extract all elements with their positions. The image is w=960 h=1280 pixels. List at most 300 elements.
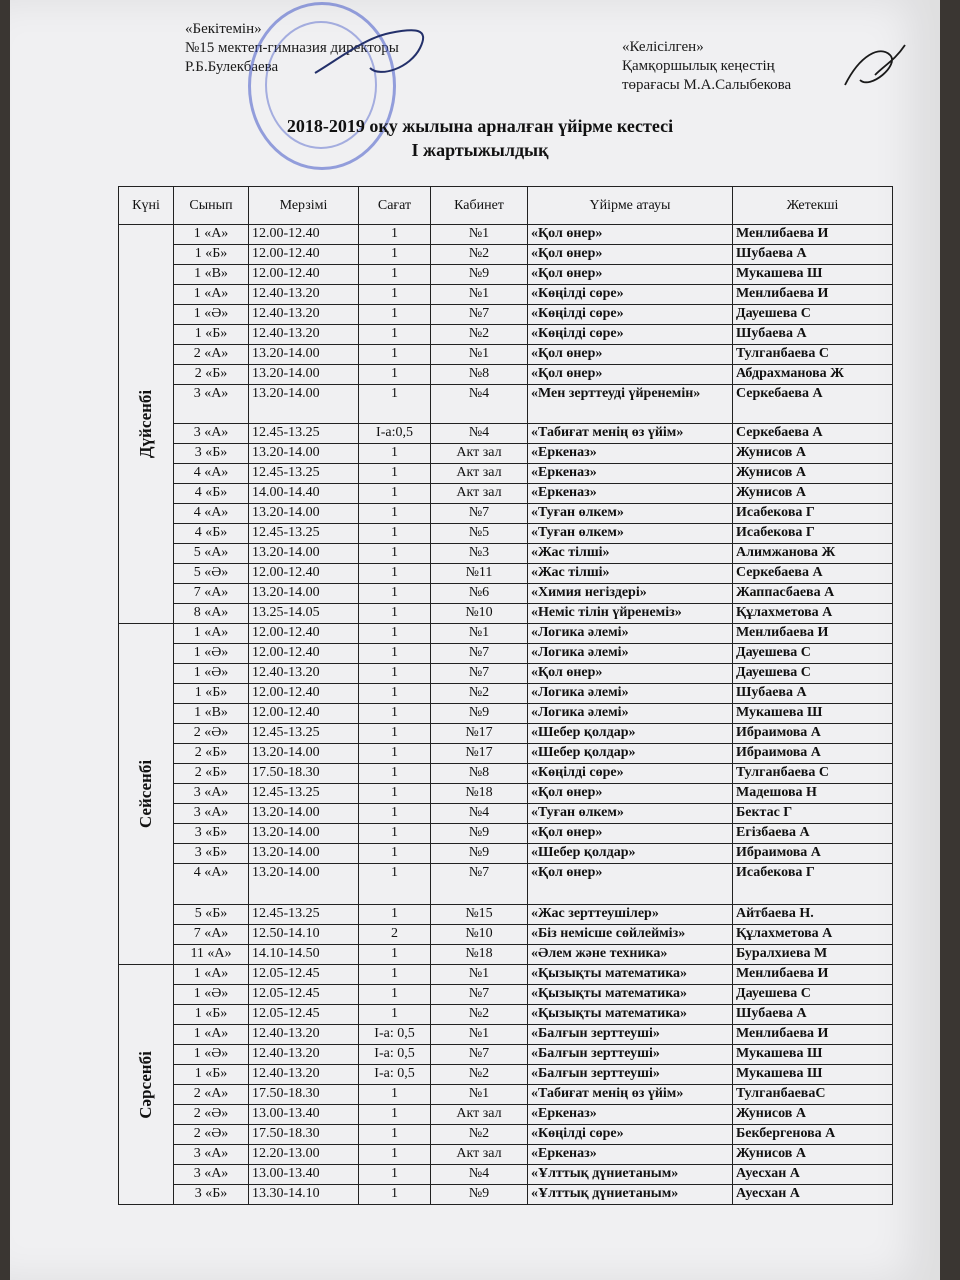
leader-cell: Ауесхан А	[733, 1165, 893, 1185]
table-row	[119, 864, 893, 905]
room-cell: №1	[431, 285, 528, 305]
leader-cell: Менлибаева И	[733, 1025, 893, 1045]
club-name-cell: «Көңілді сөре»	[528, 1125, 733, 1145]
class-cell: 1 «Ә»	[174, 1045, 249, 1065]
table-header-row	[119, 187, 893, 225]
hours-cell: 1	[359, 804, 431, 824]
room-cell: №7	[431, 985, 528, 1005]
hours-cell: 1	[359, 265, 431, 285]
time-cell: 12.20-13.00	[249, 1145, 359, 1165]
club-name-cell: «Қол өнер»	[528, 225, 733, 245]
time-cell: 13.20-14.00	[249, 824, 359, 844]
table-row	[119, 1185, 893, 1205]
table-row	[119, 704, 893, 724]
hours-cell: 1	[359, 824, 431, 844]
club-name-cell: «Көңілді сөре»	[528, 764, 733, 784]
club-name-cell: «Қол өнер»	[528, 824, 733, 844]
hours-cell: 1	[359, 1165, 431, 1185]
room-cell: №17	[431, 744, 528, 764]
class-cell: 3 «Б»	[174, 824, 249, 844]
club-name-cell: «Әлем және техника»	[528, 945, 733, 965]
day-label: Сейсенбі	[136, 759, 155, 829]
leader-cell: Ибраимова А	[733, 744, 893, 764]
club-name-cell: «Қол өнер»	[528, 245, 733, 265]
class-cell: 1 «Ә»	[174, 985, 249, 1005]
class-cell: 2 «Ә»	[174, 1125, 249, 1145]
document-subtitle: І жартыжылдық	[411, 140, 549, 160]
agreement-block	[622, 38, 791, 95]
table-row	[119, 844, 893, 864]
col-time: Мерзімі	[249, 187, 359, 225]
table-row	[119, 724, 893, 744]
class-cell: 7 «А»	[174, 584, 249, 604]
leader-cell: Жунисов А	[733, 1105, 893, 1125]
class-cell: 3 «А»	[174, 784, 249, 804]
class-cell: 4 «А»	[174, 464, 249, 484]
class-cell: 5 «Б»	[174, 905, 249, 925]
hours-cell: 1	[359, 844, 431, 864]
room-cell: №9	[431, 265, 528, 285]
table-row	[119, 1165, 893, 1185]
time-cell: 12.45-13.25	[249, 524, 359, 544]
leader-cell: Тулганбаева С	[733, 345, 893, 365]
time-cell: 12.50-14.10	[249, 925, 359, 945]
hours-cell: 1	[359, 945, 431, 965]
club-name-cell: «Көңілді сөре»	[528, 285, 733, 305]
room-cell: №9	[431, 844, 528, 864]
time-cell: 13.20-14.00	[249, 544, 359, 564]
room-cell: №7	[431, 305, 528, 325]
club-name-cell: «Туған өлкем»	[528, 504, 733, 524]
leader-cell: ТулганбаеваС	[733, 1085, 893, 1105]
time-cell: 13.00-13.40	[249, 1105, 359, 1125]
leader-cell: Жунисов А	[733, 444, 893, 464]
table-row	[119, 1105, 893, 1125]
leader-cell: Серкебаева А	[733, 385, 893, 424]
leader-cell: Егізбаева А	[733, 824, 893, 844]
class-cell: 1 «В»	[174, 265, 249, 285]
time-cell: 13.30-14.10	[249, 1185, 359, 1205]
hours-cell: 1	[359, 305, 431, 325]
table-row	[119, 624, 893, 644]
club-name-cell: «Логика әлемі»	[528, 644, 733, 664]
hours-cell: 1	[359, 764, 431, 784]
club-name-cell: «Балғын зерттеуші»	[528, 1045, 733, 1065]
leader-cell: Исабекова Г	[733, 864, 893, 905]
club-name-cell: «Шебер қолдар»	[528, 724, 733, 744]
class-cell: 3 «А»	[174, 424, 249, 444]
room-cell: №1	[431, 345, 528, 365]
time-cell: 12.00-12.40	[249, 684, 359, 704]
class-cell: 3 «Б»	[174, 844, 249, 864]
club-name-cell: «Қызықты математика»	[528, 1005, 733, 1025]
approval-position: №15 мектеп-гимназия директоры	[185, 40, 399, 56]
hours-cell: 1	[359, 664, 431, 684]
class-cell: 1 «А»	[174, 1025, 249, 1045]
hours-cell: 1	[359, 504, 431, 524]
class-cell: 1 «Б»	[174, 684, 249, 704]
time-cell: 12.00-12.40	[249, 644, 359, 664]
hours-cell: 1	[359, 385, 431, 424]
leader-cell: Менлибаева И	[733, 225, 893, 245]
class-cell: 2 «Б»	[174, 764, 249, 784]
class-cell: 1 «Б»	[174, 1005, 249, 1025]
time-cell: 13.25-14.05	[249, 604, 359, 624]
room-cell: №6	[431, 584, 528, 604]
club-name-cell: «Қызықты математика»	[528, 965, 733, 985]
time-cell: 13.20-14.00	[249, 345, 359, 365]
club-name-cell: «Қол өнер»	[528, 784, 733, 804]
club-name-cell: «Еркеназ»	[528, 464, 733, 484]
class-cell: 1 «А»	[174, 285, 249, 305]
class-cell: 3 «А»	[174, 385, 249, 424]
table-row	[119, 925, 893, 945]
hours-cell: І-а: 0,5	[359, 1065, 431, 1085]
club-name-cell: «Көңілді сөре»	[528, 305, 733, 325]
agreement-title: «Келісілген»	[622, 39, 704, 55]
hours-cell: 2	[359, 925, 431, 945]
time-cell: 14.00-14.40	[249, 484, 359, 504]
col-day: Күні	[119, 187, 174, 225]
hours-cell: І-а:0,5	[359, 424, 431, 444]
hours-cell: І-а: 0,5	[359, 1045, 431, 1065]
room-cell: №9	[431, 1185, 528, 1205]
leader-cell: Бекбергенова А	[733, 1125, 893, 1145]
club-name-cell: «Қол өнер»	[528, 345, 733, 365]
time-cell: 12.00-12.40	[249, 704, 359, 724]
hours-cell: 1	[359, 965, 431, 985]
director-signature	[310, 18, 440, 88]
time-cell: 12.45-13.25	[249, 905, 359, 925]
hours-cell: 1	[359, 1125, 431, 1145]
room-cell: №2	[431, 684, 528, 704]
hours-cell: 1	[359, 245, 431, 265]
class-cell: 2 «А»	[174, 345, 249, 365]
leader-cell: Ибраимова А	[733, 724, 893, 744]
leader-cell: Құлахметова А	[733, 604, 893, 624]
table-row	[119, 744, 893, 764]
room-cell: №8	[431, 365, 528, 385]
room-cell: №2	[431, 1125, 528, 1145]
time-cell: 17.50-18.30	[249, 1085, 359, 1105]
leader-cell: Мукашева Ш	[733, 1065, 893, 1085]
room-cell: №1	[431, 624, 528, 644]
class-cell: 2 «Ә»	[174, 724, 249, 744]
hours-cell: 1	[359, 464, 431, 484]
club-name-cell: «Балғын зерттеуші»	[528, 1025, 733, 1045]
room-cell: №7	[431, 644, 528, 664]
time-cell: 12.00-12.40	[249, 245, 359, 265]
time-cell: 13.20-14.00	[249, 584, 359, 604]
room-cell: №11	[431, 564, 528, 584]
room-cell: №4	[431, 1165, 528, 1185]
room-cell: №10	[431, 604, 528, 624]
club-name-cell: «Ұлттық дүниетаным»	[528, 1165, 733, 1185]
club-name-cell: «Еркеназ»	[528, 1145, 733, 1165]
time-cell: 12.40-13.20	[249, 664, 359, 684]
leader-cell: Алимжанова Ж	[733, 544, 893, 564]
club-name-cell: «Логика әлемі»	[528, 704, 733, 724]
class-cell: 1 «Ә»	[174, 305, 249, 325]
leader-cell: Жунисов А	[733, 484, 893, 504]
class-cell: 4 «Б»	[174, 484, 249, 504]
class-cell: 4 «А»	[174, 864, 249, 905]
table-row	[119, 424, 893, 444]
leader-cell: Дауешева С	[733, 644, 893, 664]
time-cell: 12.40-13.20	[249, 1025, 359, 1045]
table-row	[119, 285, 893, 305]
leader-cell: Мукашева Ш	[733, 265, 893, 285]
table-row	[119, 664, 893, 684]
table-row	[119, 1045, 893, 1065]
class-cell: 5 «Ә»	[174, 564, 249, 584]
table-row	[119, 444, 893, 464]
class-cell: 1 «Ә»	[174, 644, 249, 664]
room-cell: №2	[431, 1065, 528, 1085]
col-club-name: Үйірме атауы	[528, 187, 733, 225]
time-cell: 12.40-13.20	[249, 1065, 359, 1085]
time-cell: 13.20-14.00	[249, 444, 359, 464]
class-cell: 2 «Б»	[174, 365, 249, 385]
leader-cell: Шубаева А	[733, 1005, 893, 1025]
class-cell: 2 «А»	[174, 1085, 249, 1105]
time-cell: 13.20-14.00	[249, 844, 359, 864]
table-row	[119, 1065, 893, 1085]
club-name-cell: «Логика әлемі»	[528, 624, 733, 644]
schedule-table	[118, 186, 893, 1205]
time-cell: 12.00-12.40	[249, 624, 359, 644]
class-cell: 7 «А»	[174, 925, 249, 945]
class-cell: 1 «В»	[174, 704, 249, 724]
day-cell	[119, 624, 174, 965]
class-cell: 1 «Ә»	[174, 664, 249, 684]
approval-name: Р.Б.Булекбаева	[185, 59, 279, 75]
leader-cell: Жаппасбаева А	[733, 584, 893, 604]
table-row	[119, 1085, 893, 1105]
leader-cell: Серкебаева А	[733, 564, 893, 584]
club-name-cell: «Жас тілші»	[528, 544, 733, 564]
room-cell: №7	[431, 864, 528, 905]
hours-cell: 1	[359, 325, 431, 345]
class-cell: 4 «А»	[174, 504, 249, 524]
table-row	[119, 804, 893, 824]
class-cell: 1 «Б»	[174, 1065, 249, 1085]
hours-cell: 1	[359, 444, 431, 464]
room-cell: Акт зал	[431, 464, 528, 484]
hours-cell: 1	[359, 225, 431, 245]
table-row	[119, 584, 893, 604]
table-row	[119, 325, 893, 345]
time-cell: 12.05-12.45	[249, 985, 359, 1005]
table-row	[119, 225, 893, 245]
room-cell: Акт зал	[431, 1145, 528, 1165]
day-cell	[119, 965, 174, 1205]
club-name-cell: «Химия негіздері»	[528, 584, 733, 604]
room-cell: №3	[431, 544, 528, 564]
hours-cell: 1	[359, 624, 431, 644]
time-cell: 12.40-13.20	[249, 1045, 359, 1065]
class-cell: 3 «Б»	[174, 1185, 249, 1205]
document-title: 2018-2019 оқу жылына арналған үйірме кестесі	[286, 116, 674, 136]
class-cell: 3 «А»	[174, 804, 249, 824]
club-name-cell: «Еркеназ»	[528, 484, 733, 504]
table-row	[119, 345, 893, 365]
hours-cell: 1	[359, 544, 431, 564]
class-cell: 4 «Б»	[174, 524, 249, 544]
club-name-cell: «Еркеназ»	[528, 1105, 733, 1125]
hours-cell: 1	[359, 604, 431, 624]
time-cell: 12.45-13.25	[249, 464, 359, 484]
time-cell: 13.00-13.40	[249, 1165, 359, 1185]
club-name-cell: «Шебер қолдар»	[528, 844, 733, 864]
col-room: Кабинет	[431, 187, 528, 225]
club-name-cell: «Қызықты математика»	[528, 985, 733, 1005]
table-row	[119, 604, 893, 624]
hours-cell: 1	[359, 684, 431, 704]
room-cell: №5	[431, 524, 528, 544]
leader-cell: Ауесхан А	[733, 1185, 893, 1205]
approval-title: «Бекітемін»	[185, 21, 262, 37]
club-name-cell: «Туған өлкем»	[528, 804, 733, 824]
col-hours: Сағат	[359, 187, 431, 225]
table-row	[119, 524, 893, 544]
hours-cell: 1	[359, 784, 431, 804]
hours-cell: 1	[359, 1145, 431, 1165]
leader-cell: Дауешева С	[733, 305, 893, 325]
club-name-cell: «Қол өнер»	[528, 664, 733, 684]
leader-cell: Абдрахманова Ж	[733, 365, 893, 385]
room-cell: №7	[431, 1045, 528, 1065]
time-cell: 12.05-12.45	[249, 1005, 359, 1025]
day-label: Дүйсенбі	[136, 389, 155, 459]
time-cell: 12.40-13.20	[249, 305, 359, 325]
class-cell: 1 «Б»	[174, 245, 249, 265]
table-row	[119, 1005, 893, 1025]
table-row	[119, 385, 893, 424]
time-cell: 13.20-14.00	[249, 504, 359, 524]
day-label: Сәрсенбі	[136, 1050, 155, 1119]
club-name-cell: «Көңілді сөре»	[528, 325, 733, 345]
table-row	[119, 484, 893, 504]
hours-cell: 1	[359, 1085, 431, 1105]
club-name-cell: «Біз немісше сөйлейміз»	[528, 925, 733, 945]
club-name-cell: «Туған өлкем»	[528, 524, 733, 544]
room-cell: №2	[431, 245, 528, 265]
class-cell: 1 «А»	[174, 225, 249, 245]
club-name-cell: «Жас тілші»	[528, 564, 733, 584]
club-name-cell: «Табиғат менің өз үйім»	[528, 1085, 733, 1105]
council-signature	[840, 35, 910, 95]
club-name-cell: «Логика әлемі»	[528, 684, 733, 704]
room-cell: №4	[431, 424, 528, 444]
hours-cell: 1	[359, 584, 431, 604]
leader-cell: Мукашева Ш	[733, 704, 893, 724]
class-cell: 1 «Б»	[174, 325, 249, 345]
room-cell: Акт зал	[431, 444, 528, 464]
time-cell: 13.20-14.00	[249, 804, 359, 824]
room-cell: №17	[431, 724, 528, 744]
table-row	[119, 464, 893, 484]
table-row	[119, 1125, 893, 1145]
room-cell: №1	[431, 1085, 528, 1105]
room-cell: №7	[431, 664, 528, 684]
club-name-cell: «Ұлттық дүниетаным»	[528, 1185, 733, 1205]
leader-cell: Исабекова Г	[733, 524, 893, 544]
table-row	[119, 1025, 893, 1045]
time-cell: 13.20-14.00	[249, 385, 359, 424]
hours-cell: 1	[359, 744, 431, 764]
class-cell: 1 «А»	[174, 624, 249, 644]
room-cell: №1	[431, 1025, 528, 1045]
leader-cell: Серкебаева А	[733, 424, 893, 444]
class-cell: 3 «А»	[174, 1165, 249, 1185]
day-cell	[119, 225, 174, 624]
time-cell: 12.45-13.25	[249, 424, 359, 444]
room-cell: №4	[431, 385, 528, 424]
room-cell: №9	[431, 824, 528, 844]
leader-cell: Мукашева Ш	[733, 1045, 893, 1065]
table-row	[119, 305, 893, 325]
table-row	[119, 684, 893, 704]
leader-cell: Жунисов А	[733, 464, 893, 484]
leader-cell: Ибраимова А	[733, 844, 893, 864]
table-row	[119, 824, 893, 844]
leader-cell: Буралхиева М	[733, 945, 893, 965]
room-cell: №18	[431, 945, 528, 965]
club-name-cell: «Қол өнер»	[528, 265, 733, 285]
room-cell: №1	[431, 225, 528, 245]
table-row	[119, 544, 893, 564]
time-cell: 12.40-13.20	[249, 285, 359, 305]
hours-cell: 1	[359, 724, 431, 744]
room-cell: №10	[431, 925, 528, 945]
class-cell: 2 «Ә»	[174, 1105, 249, 1125]
table-row	[119, 245, 893, 265]
club-name-cell: «Мен зерттеуді үйренемін»	[528, 385, 733, 424]
class-cell: 2 «Б»	[174, 744, 249, 764]
time-cell: 12.00-12.40	[249, 225, 359, 245]
leader-cell: Менлибаева И	[733, 624, 893, 644]
room-cell: №9	[431, 704, 528, 724]
hours-cell: 1	[359, 864, 431, 905]
club-name-cell: «Балғын зерттеуші»	[528, 1065, 733, 1085]
leader-cell: Тулганбаева С	[733, 764, 893, 784]
class-cell: 11 «А»	[174, 945, 249, 965]
table-row	[119, 564, 893, 584]
leader-cell: Шубаева А	[733, 684, 893, 704]
leader-cell: Шубаева А	[733, 245, 893, 265]
time-cell: 12.45-13.25	[249, 724, 359, 744]
time-cell: 12.00-12.40	[249, 564, 359, 584]
room-cell: №4	[431, 804, 528, 824]
leader-cell: Шубаева А	[733, 325, 893, 345]
time-cell: 14.10-14.50	[249, 945, 359, 965]
class-cell: 3 «Б»	[174, 444, 249, 464]
hours-cell: 1	[359, 484, 431, 504]
agreement-name: төрағасы М.А.Салыбекова	[622, 77, 792, 93]
table-row	[119, 365, 893, 385]
class-cell: 1 «А»	[174, 965, 249, 985]
hours-cell: 1	[359, 704, 431, 724]
room-cell: №18	[431, 784, 528, 804]
col-leader: Жетекші	[733, 187, 893, 225]
room-cell: №7	[431, 504, 528, 524]
time-cell: 12.00-12.40	[249, 265, 359, 285]
leader-cell: Менлибаева И	[733, 965, 893, 985]
leader-cell: Жунисов А	[733, 1145, 893, 1165]
room-cell: Акт зал	[431, 484, 528, 504]
table-row	[119, 644, 893, 664]
